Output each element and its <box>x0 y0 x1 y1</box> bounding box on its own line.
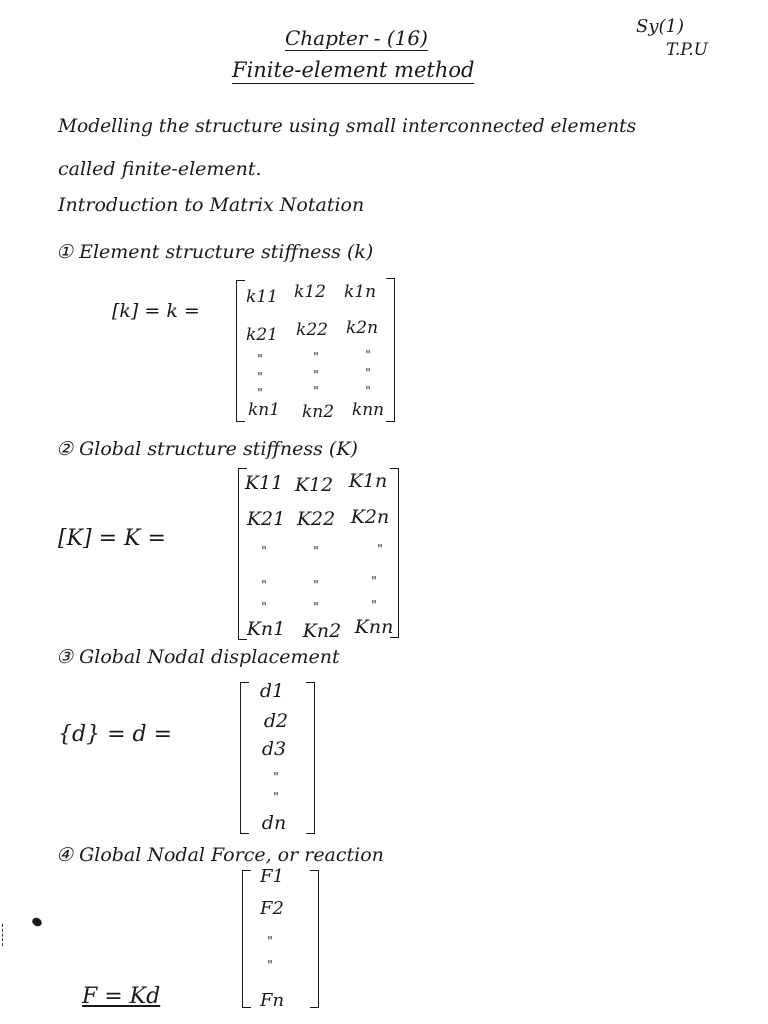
ditto-mark: " <box>313 600 319 614</box>
ditto-mark: " <box>257 370 263 384</box>
matrix-k-cell: kn2 <box>301 402 335 422</box>
ink-mark <box>2 924 5 946</box>
matrix-K-cell: K12 <box>294 474 334 496</box>
vector-d-cell: d3 <box>261 738 287 760</box>
vector-d-left-bracket <box>240 682 249 834</box>
ditto-mark: " <box>365 366 371 380</box>
matrix-k-cell: k2n <box>345 318 379 338</box>
section-4-heading: ④ Global Nodal Force, or reaction <box>56 844 384 866</box>
matrix-K-cell: Kn2 <box>302 620 342 642</box>
ditto-mark: " <box>257 386 263 400</box>
signature-line2: T.P.U <box>666 40 708 60</box>
ditto-mark: " <box>313 384 319 398</box>
ditto-mark: " <box>365 384 371 398</box>
intro-line-3: Introduction to Matrix Notation <box>58 194 365 216</box>
vector-F-cell: F1 <box>260 866 284 887</box>
ditto-mark: " <box>267 934 273 948</box>
matrix-K-cell: K1n <box>348 470 388 492</box>
ditto-mark: " <box>313 578 319 592</box>
ditto-mark: " <box>261 544 267 558</box>
section-2-heading: ② Global structure stiffness (K) <box>56 438 358 460</box>
ditto-mark: " <box>371 574 377 588</box>
matrix-K-cell: K22 <box>296 508 336 530</box>
section-3-lhs: {d} = d = <box>58 722 173 747</box>
ditto-mark: " <box>371 598 377 612</box>
matrix-K-cell: K2n <box>350 506 390 528</box>
signature-line1: Sy(1) <box>636 16 684 37</box>
vector-F-cell: Fn <box>259 990 285 1011</box>
matrix-K-cell: K11 <box>244 472 284 494</box>
page-title: Finite-element method <box>232 58 475 82</box>
vector-F-cell: F2 <box>260 898 284 919</box>
matrix-k-cell: knn <box>351 400 385 420</box>
ditto-mark: " <box>267 958 273 972</box>
matrix-k-cell: k12 <box>294 282 326 302</box>
ditto-mark: " <box>365 348 371 362</box>
vector-d-cell: d2 <box>263 710 289 732</box>
vector-F-right-bracket <box>310 870 319 1008</box>
chapter-heading: Chapter - (16) <box>285 26 428 50</box>
matrix-k-cell: k11 <box>246 287 278 307</box>
ditto-mark: " <box>261 600 267 614</box>
matrix-K-cell: K21 <box>246 508 286 530</box>
vector-d-cell: d1 <box>259 680 285 702</box>
section-4-lhs: F = Kd <box>82 984 161 1009</box>
section-1-heading: ① Element structure stiffness (k) <box>56 241 374 263</box>
ink-blot <box>31 916 44 928</box>
matrix-k-cell: kn1 <box>247 400 281 420</box>
ditto-mark: " <box>273 770 279 784</box>
section-3-heading: ③ Global Nodal displacement <box>56 646 340 668</box>
matrix-K-cell: Kn1 <box>246 618 286 640</box>
intro-line-1: Modelling the structure using small interconnected elements <box>58 116 637 137</box>
ditto-mark: " <box>377 542 383 556</box>
matrix-k-cell: k22 <box>296 320 328 340</box>
ditto-mark: " <box>313 544 319 558</box>
matrix-k-cell: k21 <box>246 325 278 345</box>
section-1-lhs: [k] = k = <box>112 300 200 322</box>
section-2-lhs: [K] = K = <box>58 526 166 551</box>
intro-line-2: called finite-element. <box>58 158 262 180</box>
ditto-mark: " <box>261 578 267 592</box>
matrix-k-cell: k1n <box>343 282 377 302</box>
ditto-mark: " <box>313 368 319 382</box>
ditto-mark: " <box>257 352 263 366</box>
ditto-mark: " <box>273 790 279 804</box>
vector-d-cell: dn <box>261 812 287 834</box>
vector-d-right-bracket <box>306 682 315 834</box>
ditto-mark: " <box>313 350 319 364</box>
matrix-K-cell: Knn <box>354 616 394 638</box>
